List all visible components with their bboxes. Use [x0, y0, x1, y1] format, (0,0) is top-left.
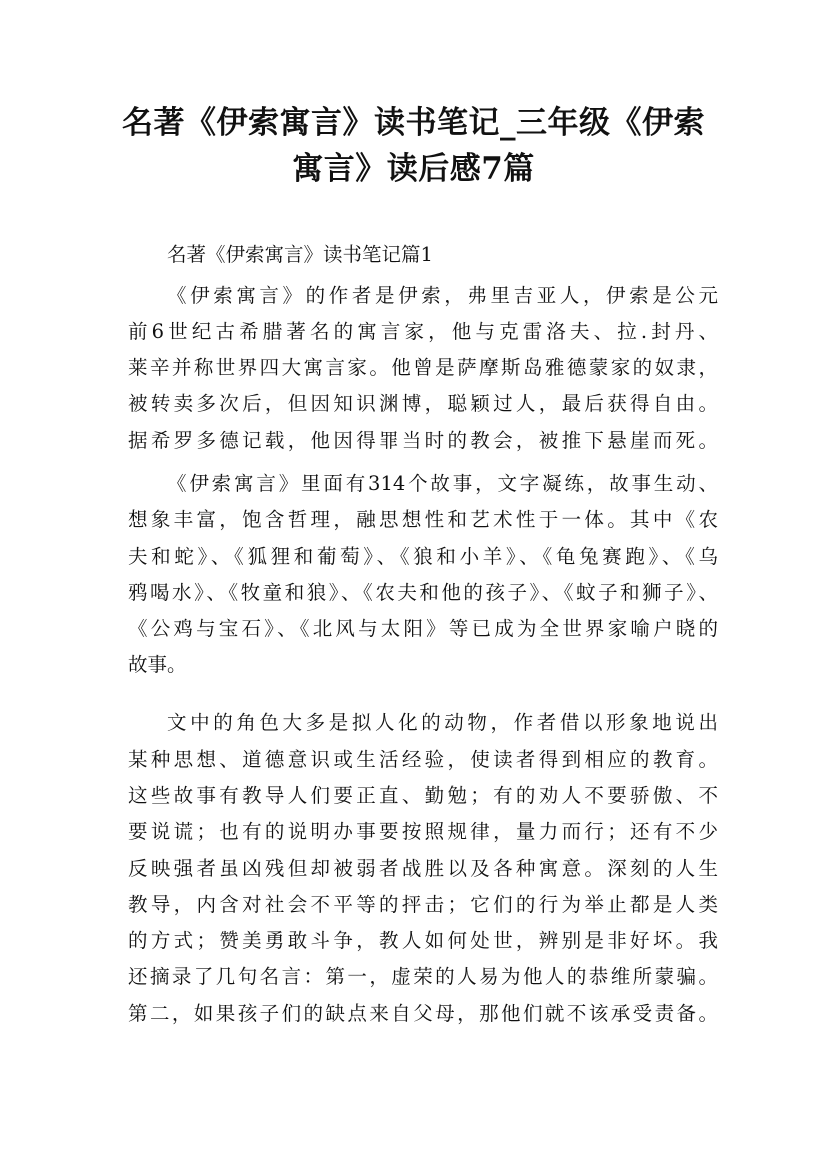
paragraph-line: 莱辛并称世界四大寓言家。他曾是萨摩斯岛雅德蒙家的奴隶， [128, 356, 718, 379]
section-heading: 名著《伊索寓言》读书笔记篇1 [167, 243, 433, 266]
document-title [100, 100, 727, 192]
paragraph-line: 夫和蛇》、《狐狸和葡萄》、《狼和小羊》、《龟兔赛跑》、《乌 [128, 545, 718, 568]
paragraph-line: 还摘录了几句名言：第一，虚荣的人易为他人的恭维所蒙骗。 [128, 965, 718, 988]
paragraph-line: 想象丰富，饱含哲理，融思想性和艺术性于一体。其中《农 [128, 508, 718, 531]
paragraph-line: 前6世纪古希腊著名的寓言家，他与克雷洛夫、拉.封丹、 [128, 320, 718, 343]
title-line-1: 名著《伊索寓言》读书笔记_三年级《伊索 [122, 105, 705, 141]
title-line-2: 寓言》读后感7篇 [292, 151, 535, 187]
paragraph-line: 教导，内含对社会不平等的抨击；它们的行为举止都是人类 [128, 893, 718, 916]
paragraph-line: 的方式；赞美勇敢斗争，教人如何处世，辨别是非好坏。我 [128, 929, 718, 952]
paragraph-line: 据希罗多德记载，他因得罪当时的教会，被推下悬崖而死。 [128, 429, 718, 452]
paragraph-line: 文中的角色大多是拟人化的动物，作者借以形象地说出 [167, 711, 718, 734]
paragraph-line: 《伊索寓言》里面有314个故事，文字凝练，故事生动、 [167, 472, 718, 495]
paragraph-line: 鸦喝水》、《牧童和狼》、《农夫和他的孩子》、《蚊子和狮子》、 [128, 581, 718, 604]
paragraph-line: 被转卖多次后，但因知识渊博，聪颖过人，最后获得自由。 [128, 392, 718, 415]
paragraph-line: 这些故事有教导人们要正直、勤勉；有的劝人不要骄傲、不 [128, 784, 718, 807]
paragraph-line: 《公鸡与宝石》、《北风与太阳》等已成为全世界家喻户晓的 [128, 617, 718, 640]
paragraph-line: 要说谎；也有的说明办事要按照规律，量力而行；还有不少 [128, 820, 718, 843]
paragraph-line: 故事。 [128, 653, 187, 676]
paragraph-line: 某种思想、道德意识或生活经验，使读者得到相应的教育。 [128, 748, 718, 771]
paragraph-line: 反映强者虽凶残但却被弱者战胜以及各种寓意。深刻的人生 [128, 857, 718, 880]
paragraph-line: 《伊索寓言》的作者是伊索，弗里吉亚人，伊索是公元 [167, 284, 718, 307]
paragraph-line: 第二，如果孩子们的缺点来自父母，那他们就不该承受责备。 [128, 1002, 718, 1025]
